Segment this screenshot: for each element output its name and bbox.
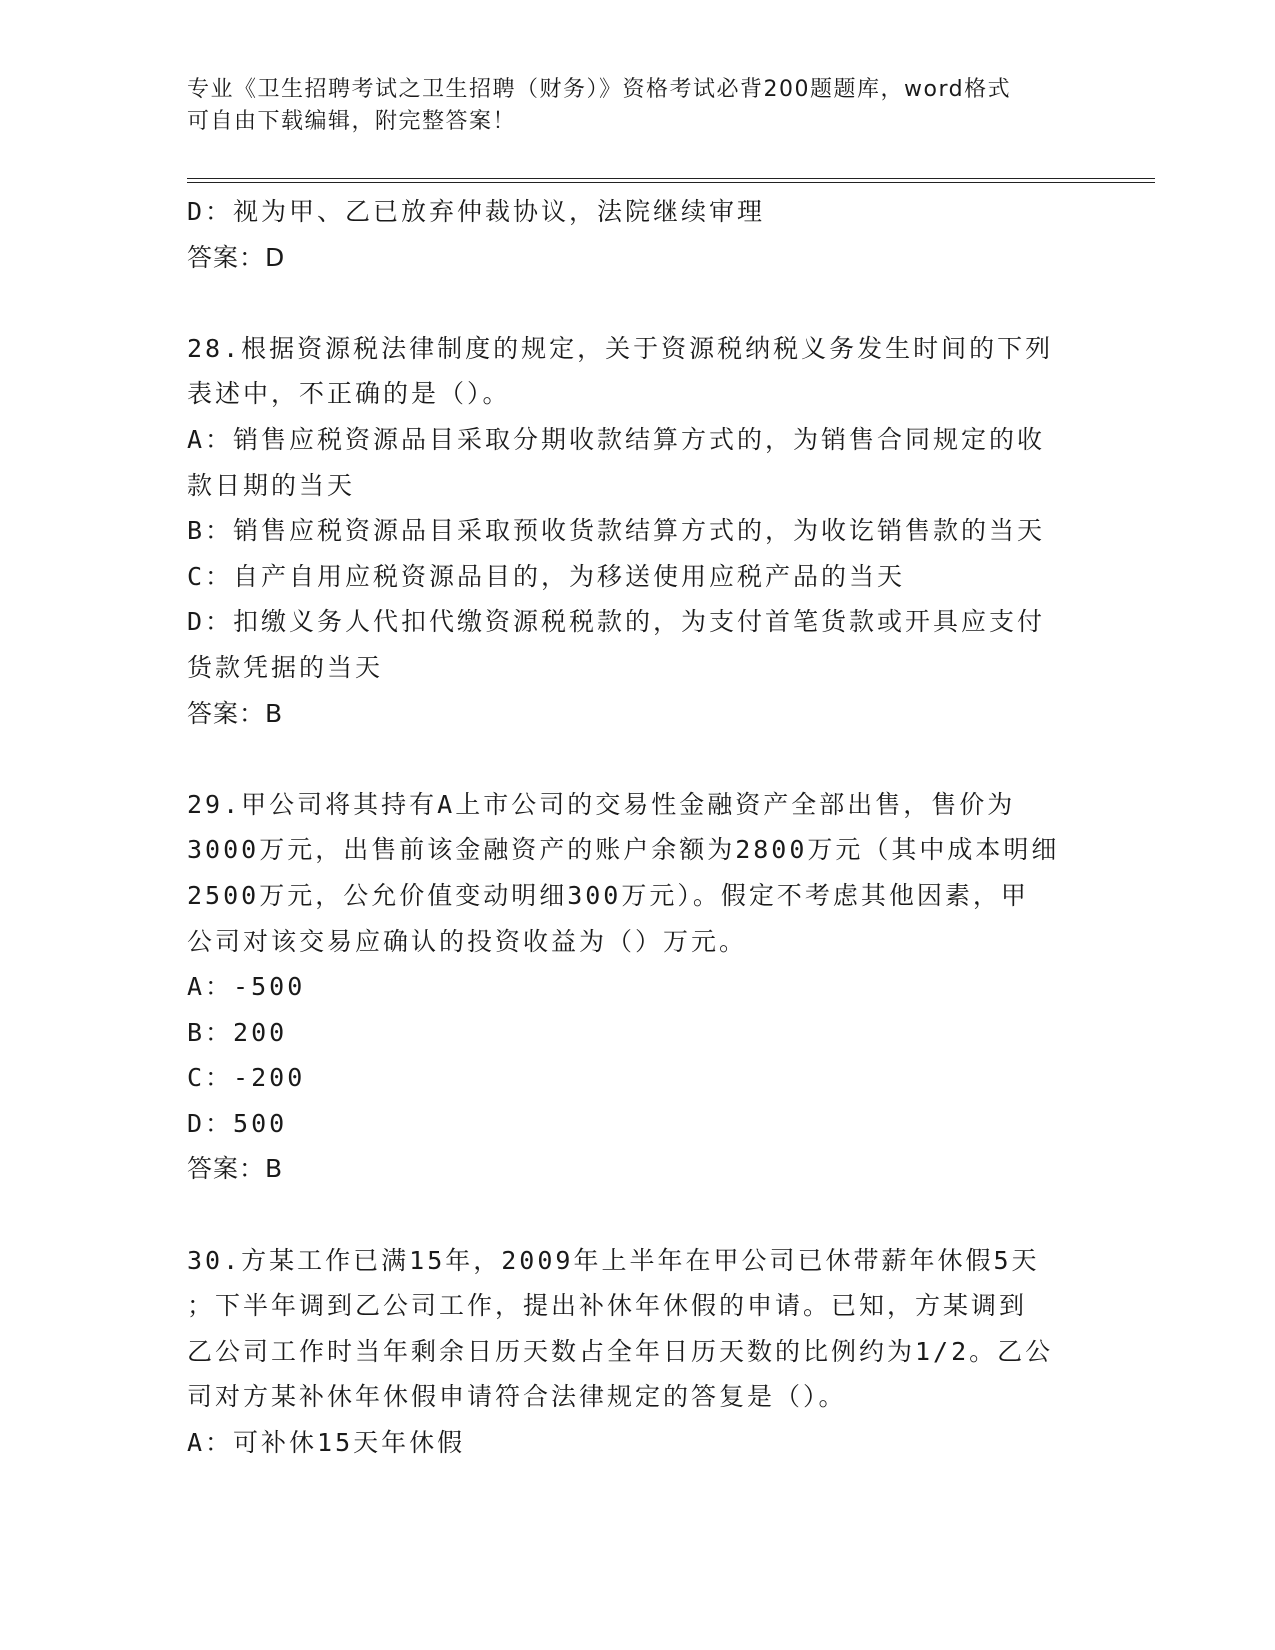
- option-d: 货款凭据的当天: [187, 652, 384, 682]
- question-stem: ；下半年调到乙公司工作，提出补休年休假的申请。已知，方某调到: [187, 1291, 1028, 1321]
- question-stem: 乙公司工作时当年剩余日历天数占全年日历天数的比例约为1/2。乙公: [187, 1336, 1054, 1366]
- option-a: A：销售应税资源品目采取分期收款结算方式的，为销售合同规定的收: [187, 424, 1046, 454]
- question-stem: 表述中，不正确的是（）。: [187, 379, 511, 409]
- option-c: C：自产自用应税资源品目的，为移送使用应税产品的当天: [187, 561, 906, 591]
- question-stem: 2500万元，公允价值变动明细300万元）。假定不考虑其他因素，甲: [187, 880, 1029, 910]
- answer: 答案：D: [187, 242, 286, 272]
- page-header: [187, 74, 1067, 138]
- question-stem: 29.甲公司将其持有A上市公司的交易性金融资产全部出售，售价为: [187, 789, 1016, 819]
- spacer: [187, 280, 1077, 326]
- answer: 答案：B: [187, 698, 284, 728]
- option-a: A：-500: [187, 972, 306, 1002]
- option-a: 款日期的当天: [187, 470, 356, 500]
- option-d: D：视为甲、乙已放弃仲裁协议，法院继续审理: [187, 197, 766, 226]
- option-d: D：500: [187, 1108, 288, 1138]
- spacer: [187, 1192, 1077, 1238]
- question-29: [187, 782, 1077, 1192]
- question-stem: 司对方某补休年休假申请符合法律规定的答复是（）。: [187, 1382, 847, 1412]
- question-28: [187, 326, 1077, 736]
- question-list: [187, 189, 1077, 1466]
- option-b: B：200: [187, 1017, 288, 1047]
- header-title-line-2: 可自由下载编辑，附完整答案！: [187, 109, 517, 134]
- option-d: D：扣缴义务人代扣代缴资源税税款的，为支付首笔货款或开具应支付: [187, 607, 1046, 637]
- option-c: C：-200: [187, 1063, 306, 1093]
- answer: 答案：B: [187, 1154, 284, 1184]
- option-a: A：可补休15天年休假: [187, 1428, 466, 1458]
- question-stem: 公司对该交易应确认的投资收益为（）万元。: [187, 926, 748, 956]
- spacer: [187, 736, 1077, 782]
- question-stem: 30.方某工作已满15年，2009年上半年在甲公司已休带薪年休假5天: [187, 1245, 1040, 1275]
- question-stem: 28.根据资源税法律制度的规定，关于资源税纳税义务发生时间的下列: [187, 333, 1054, 363]
- header-divider: [187, 178, 1155, 183]
- question-stem: 3000万元，出售前该金融资产的账户余额为2800万元（其中成本明细: [187, 835, 1060, 865]
- header-title-line-1: 专业《卫生招聘考试之卫生招聘（财务）》资格考试必背200题题库，word格式: [187, 77, 1012, 102]
- option-b: B：销售应税资源品目采取预收货款结算方式的，为收讫销售款的当天: [187, 516, 1046, 546]
- question-27-tail: [187, 189, 1077, 280]
- question-30: [187, 1238, 1077, 1466]
